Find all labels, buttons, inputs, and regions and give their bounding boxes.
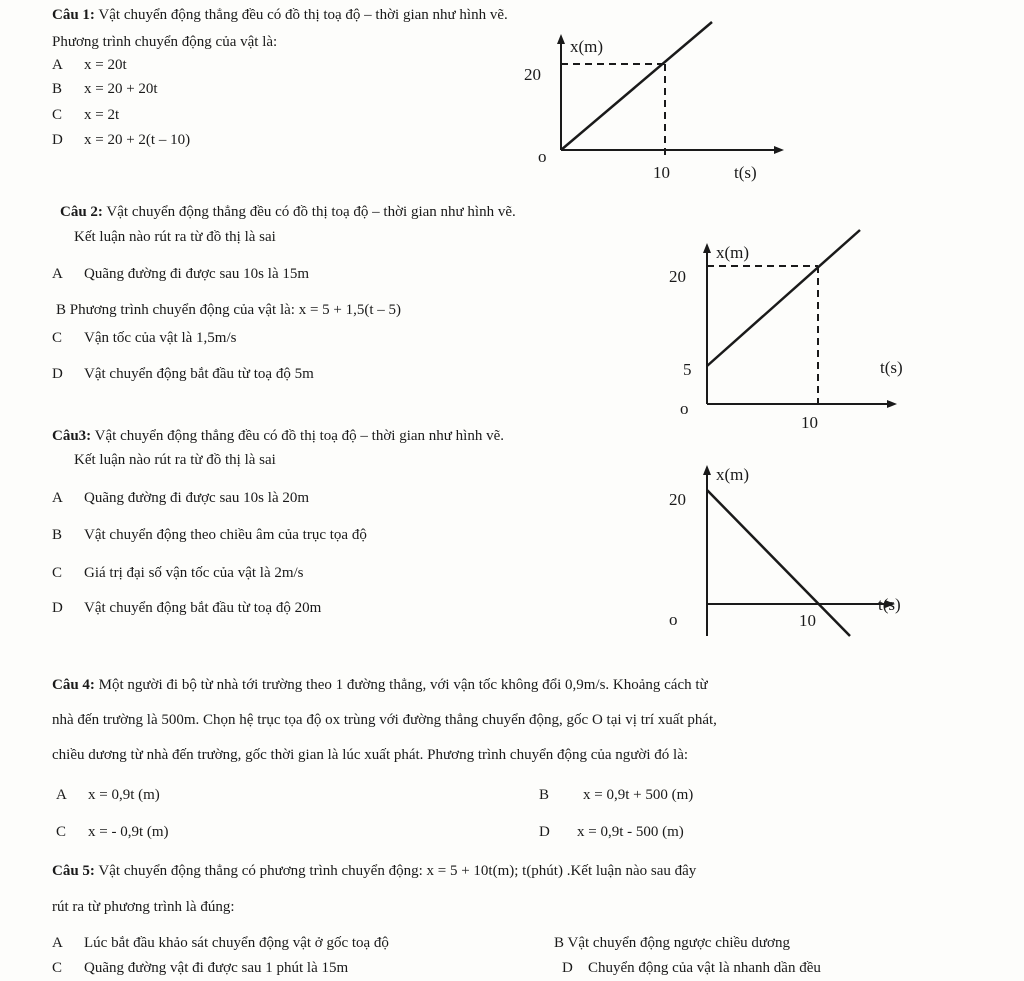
q2-option-d-text: Vật chuyển động bắt đầu từ toạ độ 5m [84, 366, 314, 382]
q4-option-c-text: x = - 0,9t (m) [88, 824, 169, 840]
q1-y-label: x(m) [570, 37, 604, 56]
q2-x-label: t(s) [880, 358, 903, 377]
q1-option-d-label: D [52, 132, 63, 148]
q4-line-2: nhà đến trường là 500m. Chọn hệ trục tọa độ ox trùng với đường thẳng chuyển động, gốc O tại vị trí xuất phát, [52, 712, 717, 728]
q2-option-b-text: Phương trình chuyển động của vật là: x = 5 + 1,5(t – 5) [69, 302, 402, 318]
q1-option-b-label: B [52, 81, 63, 97]
q5-option-a-label: A [52, 935, 63, 951]
q4-option-a-text: x = 0,9t (m) [88, 787, 160, 803]
q1-origin: o [538, 147, 547, 166]
q2-option-c-label: C [52, 330, 63, 346]
q5-option-d-text: Chuyển động của vật là nhanh dần đều [588, 960, 821, 976]
q4-title: Câu 4: [52, 677, 95, 693]
q4-option-b-text: x = 0,9t + 500 (m) [583, 787, 694, 803]
q3-graph-line [707, 490, 850, 636]
q1-x-label: t(s) [734, 163, 757, 182]
q2-option-a-text: Quãng đường đi được sau 10s là 15m [84, 266, 310, 282]
q4-option-b[interactable] [539, 786, 693, 804]
q1-title: Câu 1: [52, 7, 95, 23]
q2-option-a-label: A [52, 266, 63, 282]
q1-y-tick: 20 [524, 65, 541, 84]
q3-option-a-label: A [52, 490, 63, 506]
q5-option-b[interactable] [554, 934, 790, 952]
q4-line-1-text: Một người đi bộ từ nhà tới trường theo 1 đường thẳng, với vận tốc không đổi 0,9m/s. Khoảng cách từ [98, 677, 708, 693]
q5-option-d-label: D [562, 960, 573, 976]
q2-y-tick-top: 20 [669, 267, 686, 286]
q4-option-c-label: C [56, 824, 67, 840]
q3-sub: Kết luận nào rút ra từ đồ thị là sai [74, 452, 276, 468]
q3-option-b-text: Vật chuyển động theo chiều âm của trục tọa độ [84, 527, 367, 543]
q3-y-label: x(m) [716, 465, 750, 484]
q4-option-d-label: D [539, 824, 550, 840]
q5-option-a-text: Lúc bắt đầu khảo sát chuyển động vật ở gốc toạ độ [84, 935, 389, 951]
q3-x-tick: 10 [799, 611, 816, 630]
q2-sub: Kết luận nào rút ra từ đồ thị là sai [74, 229, 276, 245]
q4-option-d[interactable] [539, 823, 684, 841]
q5-line-1-text: Vật chuyển động thẳng có phương trình chuyển động: x = 5 + 10t(m); t(phút) .Kết luận nào sau đây [98, 863, 697, 879]
q5-option-b-text: Vật chuyển động ngược chiều dương [567, 935, 790, 951]
q3-option-c-text: Giá trị đại số vận tốc của vật là 2m/s [84, 565, 304, 581]
q3-option-c-label: C [52, 565, 63, 581]
q5-option-c-label: C [52, 960, 63, 976]
q5-option-c-text: Quãng đường vật đi được sau 1 phút là 15m [84, 960, 349, 976]
q1-sub: Phương trình chuyển động của vật là: [52, 34, 278, 50]
q2-origin: o [680, 399, 689, 418]
q2-y-tick-low: 5 [683, 360, 692, 379]
q5-title: Câu 5: [52, 863, 95, 879]
q3-option-d-label: D [52, 600, 63, 616]
q5-option-a[interactable] [52, 934, 389, 952]
q1-option-c-label: C [52, 107, 63, 123]
q2-title: Câu 2: [60, 204, 103, 220]
q2-y-label: x(m) [716, 243, 750, 262]
q3-y-tick: 20 [669, 490, 686, 509]
q2-option-b-label: B [56, 302, 67, 318]
q4-line-1 [52, 676, 708, 694]
q3-option-b-label: B [52, 527, 63, 543]
q1-option-c-text: x = 2t [84, 107, 120, 123]
q5-option-c[interactable] [52, 959, 348, 977]
q1-option-b-text: x = 20 + 20t [84, 81, 158, 97]
q1-stem: Vật chuyển động thẳng đều có đồ thị toạ độ – thời gian như hình vẽ. [98, 7, 508, 23]
q4-line-3: chiều dương từ nhà đến trường, gốc thời gian là lúc xuất phát. Phương trình chuyển động của người đó là: [52, 747, 689, 763]
q3-y-arrow [703, 465, 711, 475]
q2-option-c-text: Vận tốc của vật là 1,5m/s [84, 330, 237, 346]
q5-option-d[interactable] [562, 959, 821, 977]
q4-option-a-label: A [56, 787, 67, 803]
q3-stem: Vật chuyển động thẳng đều có đồ thị toạ độ – thời gian như hình vẽ. [94, 428, 504, 444]
q2-option-d-label: D [52, 366, 63, 382]
q3-option-a-text: Quãng đường đi được sau 10s là 20m [84, 490, 310, 506]
q3-title: Câu3: [52, 428, 92, 444]
q3-origin: o [669, 610, 678, 629]
q5-option-b-label: B [554, 935, 565, 951]
q4-option-b-label: B [539, 787, 550, 803]
q4-option-d-text: x = 0,9t - 500 (m) [577, 824, 684, 840]
q5-line-1 [52, 862, 696, 880]
q2-x-tick: 10 [801, 413, 818, 432]
q1-option-a-text: x = 20t [84, 57, 127, 73]
q4-option-a[interactable] [56, 786, 160, 804]
q1-option-a-label: A [52, 57, 63, 73]
q3-x-label: t(s) [878, 595, 901, 614]
q2-stem: Vật chuyển động thẳng đều có đồ thị toạ độ – thời gian như hình vẽ. [106, 204, 516, 220]
q1-option-d-text: x = 20 + 2(t – 10) [84, 132, 191, 148]
q4-option-c[interactable] [56, 823, 169, 841]
q1-x-tick: 10 [653, 163, 670, 182]
q3-option-d-text: Vật chuyển động bắt đầu từ toạ độ 20m [84, 600, 322, 616]
q5-line-2: rút ra từ phương trình là đúng: [52, 899, 235, 915]
